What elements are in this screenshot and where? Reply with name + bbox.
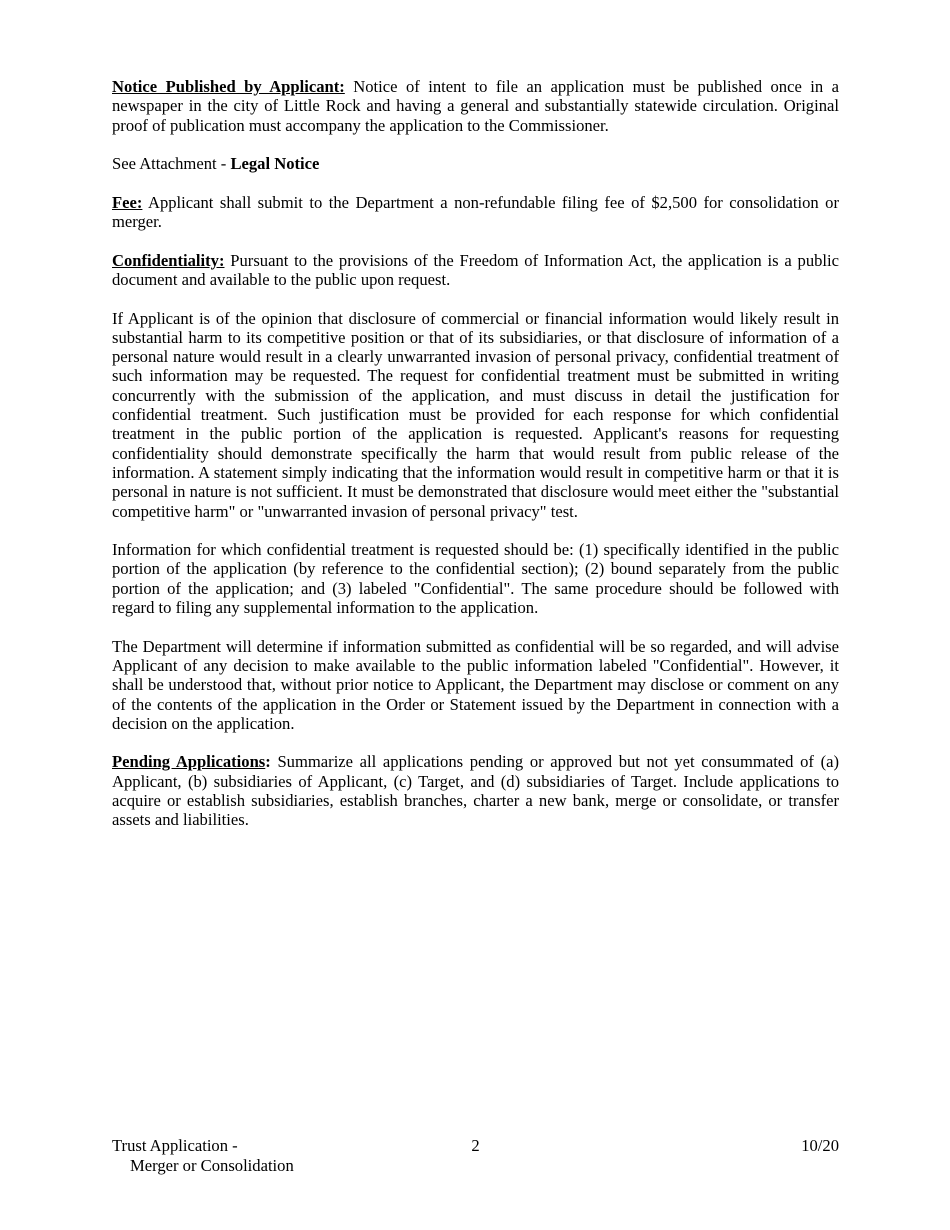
- confidential-identification-paragraph: Information for which confidential treatment is requested should be: (1) specifically identified in the public portion of the application (by reference to the confidential section); (2) bound separately from the public portion of the application; and (3) labeled "Confidential". The same procedure should be followed with regard to filing any supplemental information to the application.: [112, 540, 839, 618]
- pending-applications-paragraph: [112, 752, 839, 829]
- document-body: [112, 77, 839, 849]
- page-footer: [112, 1136, 839, 1176]
- pending-colon: :: [265, 752, 271, 772]
- pending-text: Summarize all applications pending or approved but not yet consummated of (a) Applicant, (b) subsidiaries of Applicant, (c) Target, and (d) subsidiaries of Target. Include applications to acquire or establish subsidiaries, establish branches, charter a new bank, merge or consolidate, or transfer assets and liabilities.: [112, 752, 839, 830]
- attachment-line: [112, 154, 839, 173]
- notice-paragraph: [112, 77, 839, 135]
- confidentiality-paragraph: [112, 251, 839, 290]
- department-determination-paragraph: The Department will determine if information submitted as confidential will be so regarded, and will advise Applicant of any decision to make available to the public information labeled "Confidential". However, it shall be understood that, without prior notice to Applicant, the Department may disclose or comment on any of the contents of the application in the Order or Statement issued by the Department in connection with a decision on the application.: [112, 636, 839, 733]
- confidential-request-paragraph: If Applicant is of the opinion that disclosure of commercial or financial information would likely result in substantial harm to its competitive position or that of its subsidiaries, or that disclosure of information of a personal nature would result in a clearly unwarranted invasion of personal privacy, confidential treatment of such information may be requested. The request for confidential treatment must be submitted in writing concurrently with the submission of the application, and must discuss in detail the justification for confidential treatment. Such justification must be provided for each response for which confidential treatment in the public portion of the application is requested. Applicant's reasons for requesting confidentiality should demonstrate specifically the harm that would result from public release of the information. A statement simply indicating that the information would result in competitive harm or that it is personal in nature is not sufficient. It must be demonstrated that disclosure would meet either the "substantial competitive harm" or "unwarranted invasion of personal privacy" test.: [112, 308, 839, 521]
- confidentiality-text: Pursuant to the provisions of the Freedom of Information Act, the application is a public document and available to the public upon request.: [112, 250, 839, 289]
- fee-heading: Fee:: [112, 192, 143, 212]
- page-number: 2: [471, 1136, 480, 1155]
- pending-heading: Pending Applications: [112, 752, 266, 772]
- fee-paragraph: [112, 193, 839, 232]
- footer-title-line2: Merger or Consolidation: [130, 1155, 294, 1175]
- footer-date: 10/20: [801, 1136, 839, 1155]
- footer-title-line1: Trust Application -: [112, 1136, 238, 1155]
- notice-text: Notice of intent to file an application must be published once in a newspaper in the city of Little Rock and having a general and substantially statewide circulation. Original proof of publication must accompany the application to the Commissioner.: [112, 77, 839, 135]
- confidentiality-heading: Confidentiality:: [112, 250, 225, 270]
- notice-heading: Notice Published by Applicant:: [112, 77, 345, 96]
- fee-text: Applicant shall submit to the Department a non-refundable filing fee of $2,500 for consolidation or merger.: [112, 192, 839, 232]
- attachment-title: Legal Notice: [230, 154, 320, 174]
- attachment-prefix: See Attachment -: [112, 154, 231, 174]
